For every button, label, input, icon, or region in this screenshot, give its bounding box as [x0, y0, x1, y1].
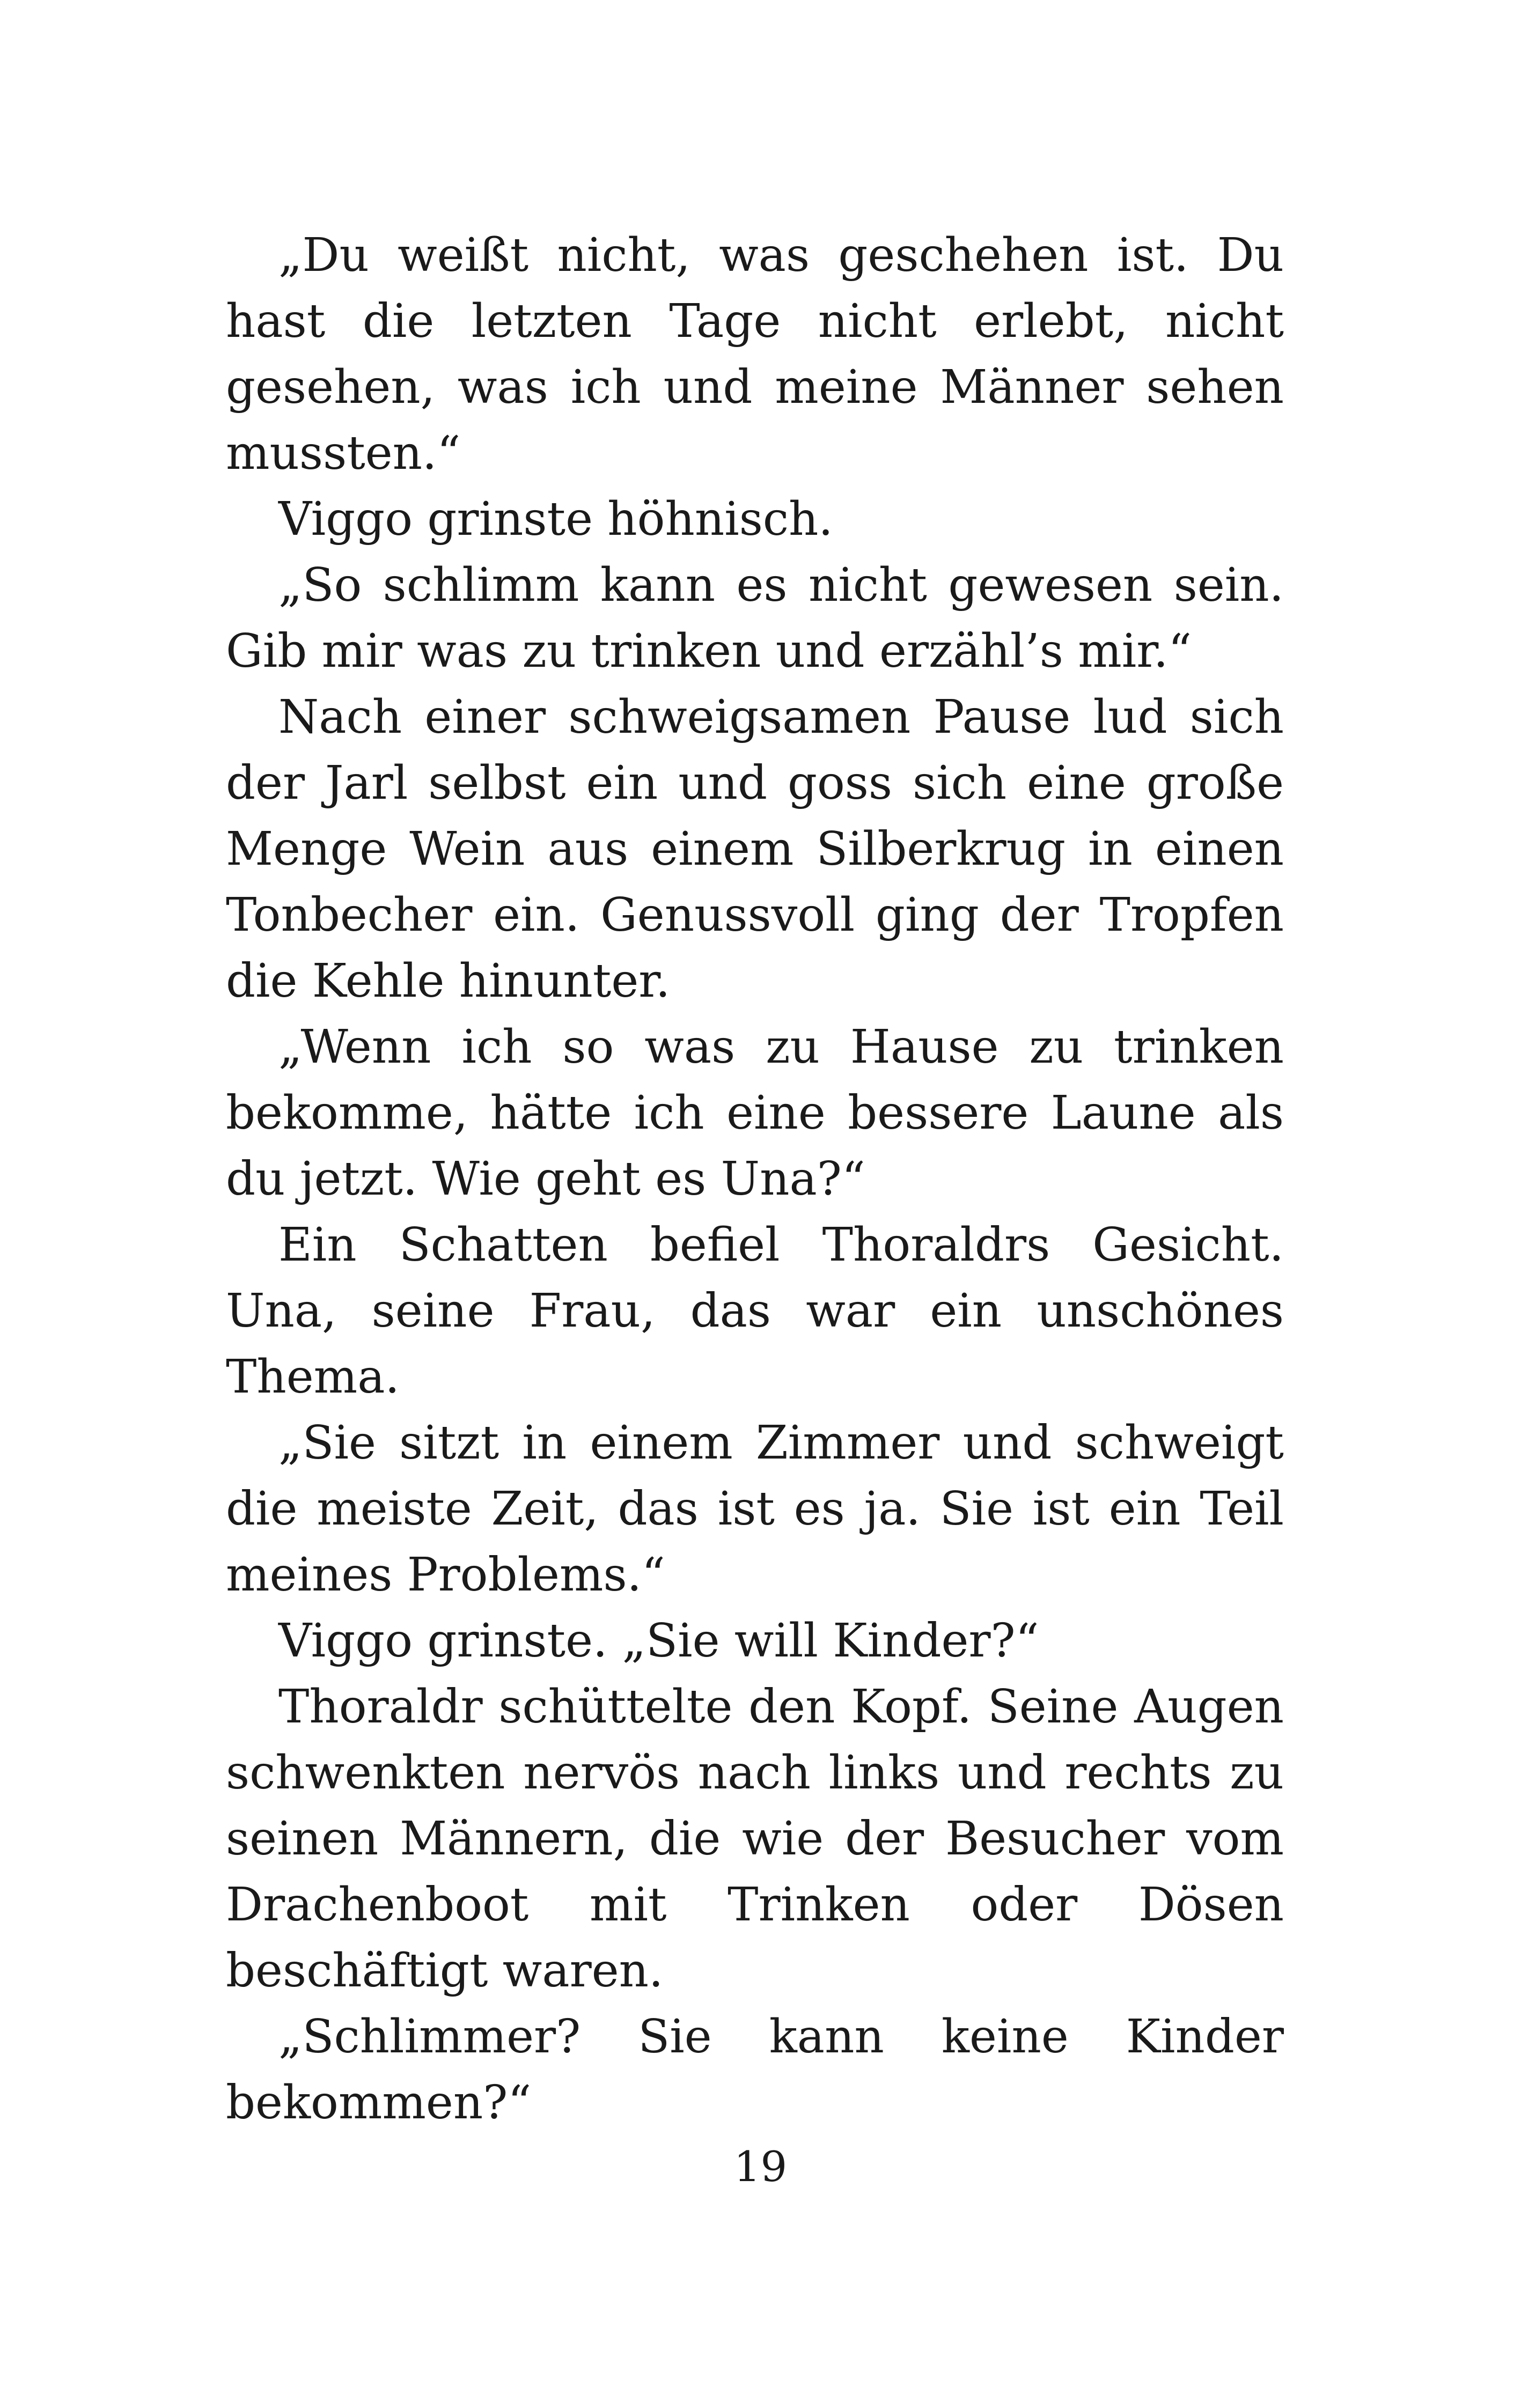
paragraph: „Schlimmer? Sie kann keine Kinder bekommen?“: [226, 2010, 1284, 2130]
page-number: 19: [733, 2143, 788, 2191]
paragraph: Viggo grinste höhnisch.: [278, 492, 833, 546]
paragraph: Ein Schatten befiel Thoraldrs Gesicht. Una, seine Frau, das war ein unschönes Thema.: [226, 1218, 1284, 1404]
paragraph: Thoraldr schüttelte den Kopf. Seine Augen schwenkten nervös nach links und rechts zu seinen Männern, die wie der Besucher vom Drachenboot mit Trinken oder Dösen beschäftigt waren.: [226, 1680, 1284, 1998]
paragraph: „So schlimm kann es nicht gewesen sein. Gib mir was zu trinken und erzähl’s mir.“: [226, 558, 1284, 678]
paragraph: Nach einer schweigsamen Pause lud sich der Jarl selbst ein und goss sich eine große Menge Wein aus einem Silberkrug in einen Tonbecher ein. Genussvoll ging der Tropfen die Kehle hinunter.: [226, 690, 1284, 1008]
body-text: [226, 223, 1284, 2136]
paragraph: „Wenn ich so was zu Hause zu trinken bekomme, hätte ich eine bessere Laune als du jetzt. Wie geht es Una?“: [226, 1020, 1284, 1206]
paragraph: „Sie sitzt in einem Zimmer und schweigt die meiste Zeit, das ist es ja. Sie ist ein Teil meines Problems.“: [226, 1416, 1284, 1602]
paragraph: „Du weißt nicht, was geschehen ist. Du hast die letzten Tage nicht erlebt, nicht gesehen, was ich und meine Männer sehen mussten.“: [226, 229, 1284, 480]
paragraph: Viggo grinste. „Sie will Kinder?“: [278, 1614, 1039, 1668]
